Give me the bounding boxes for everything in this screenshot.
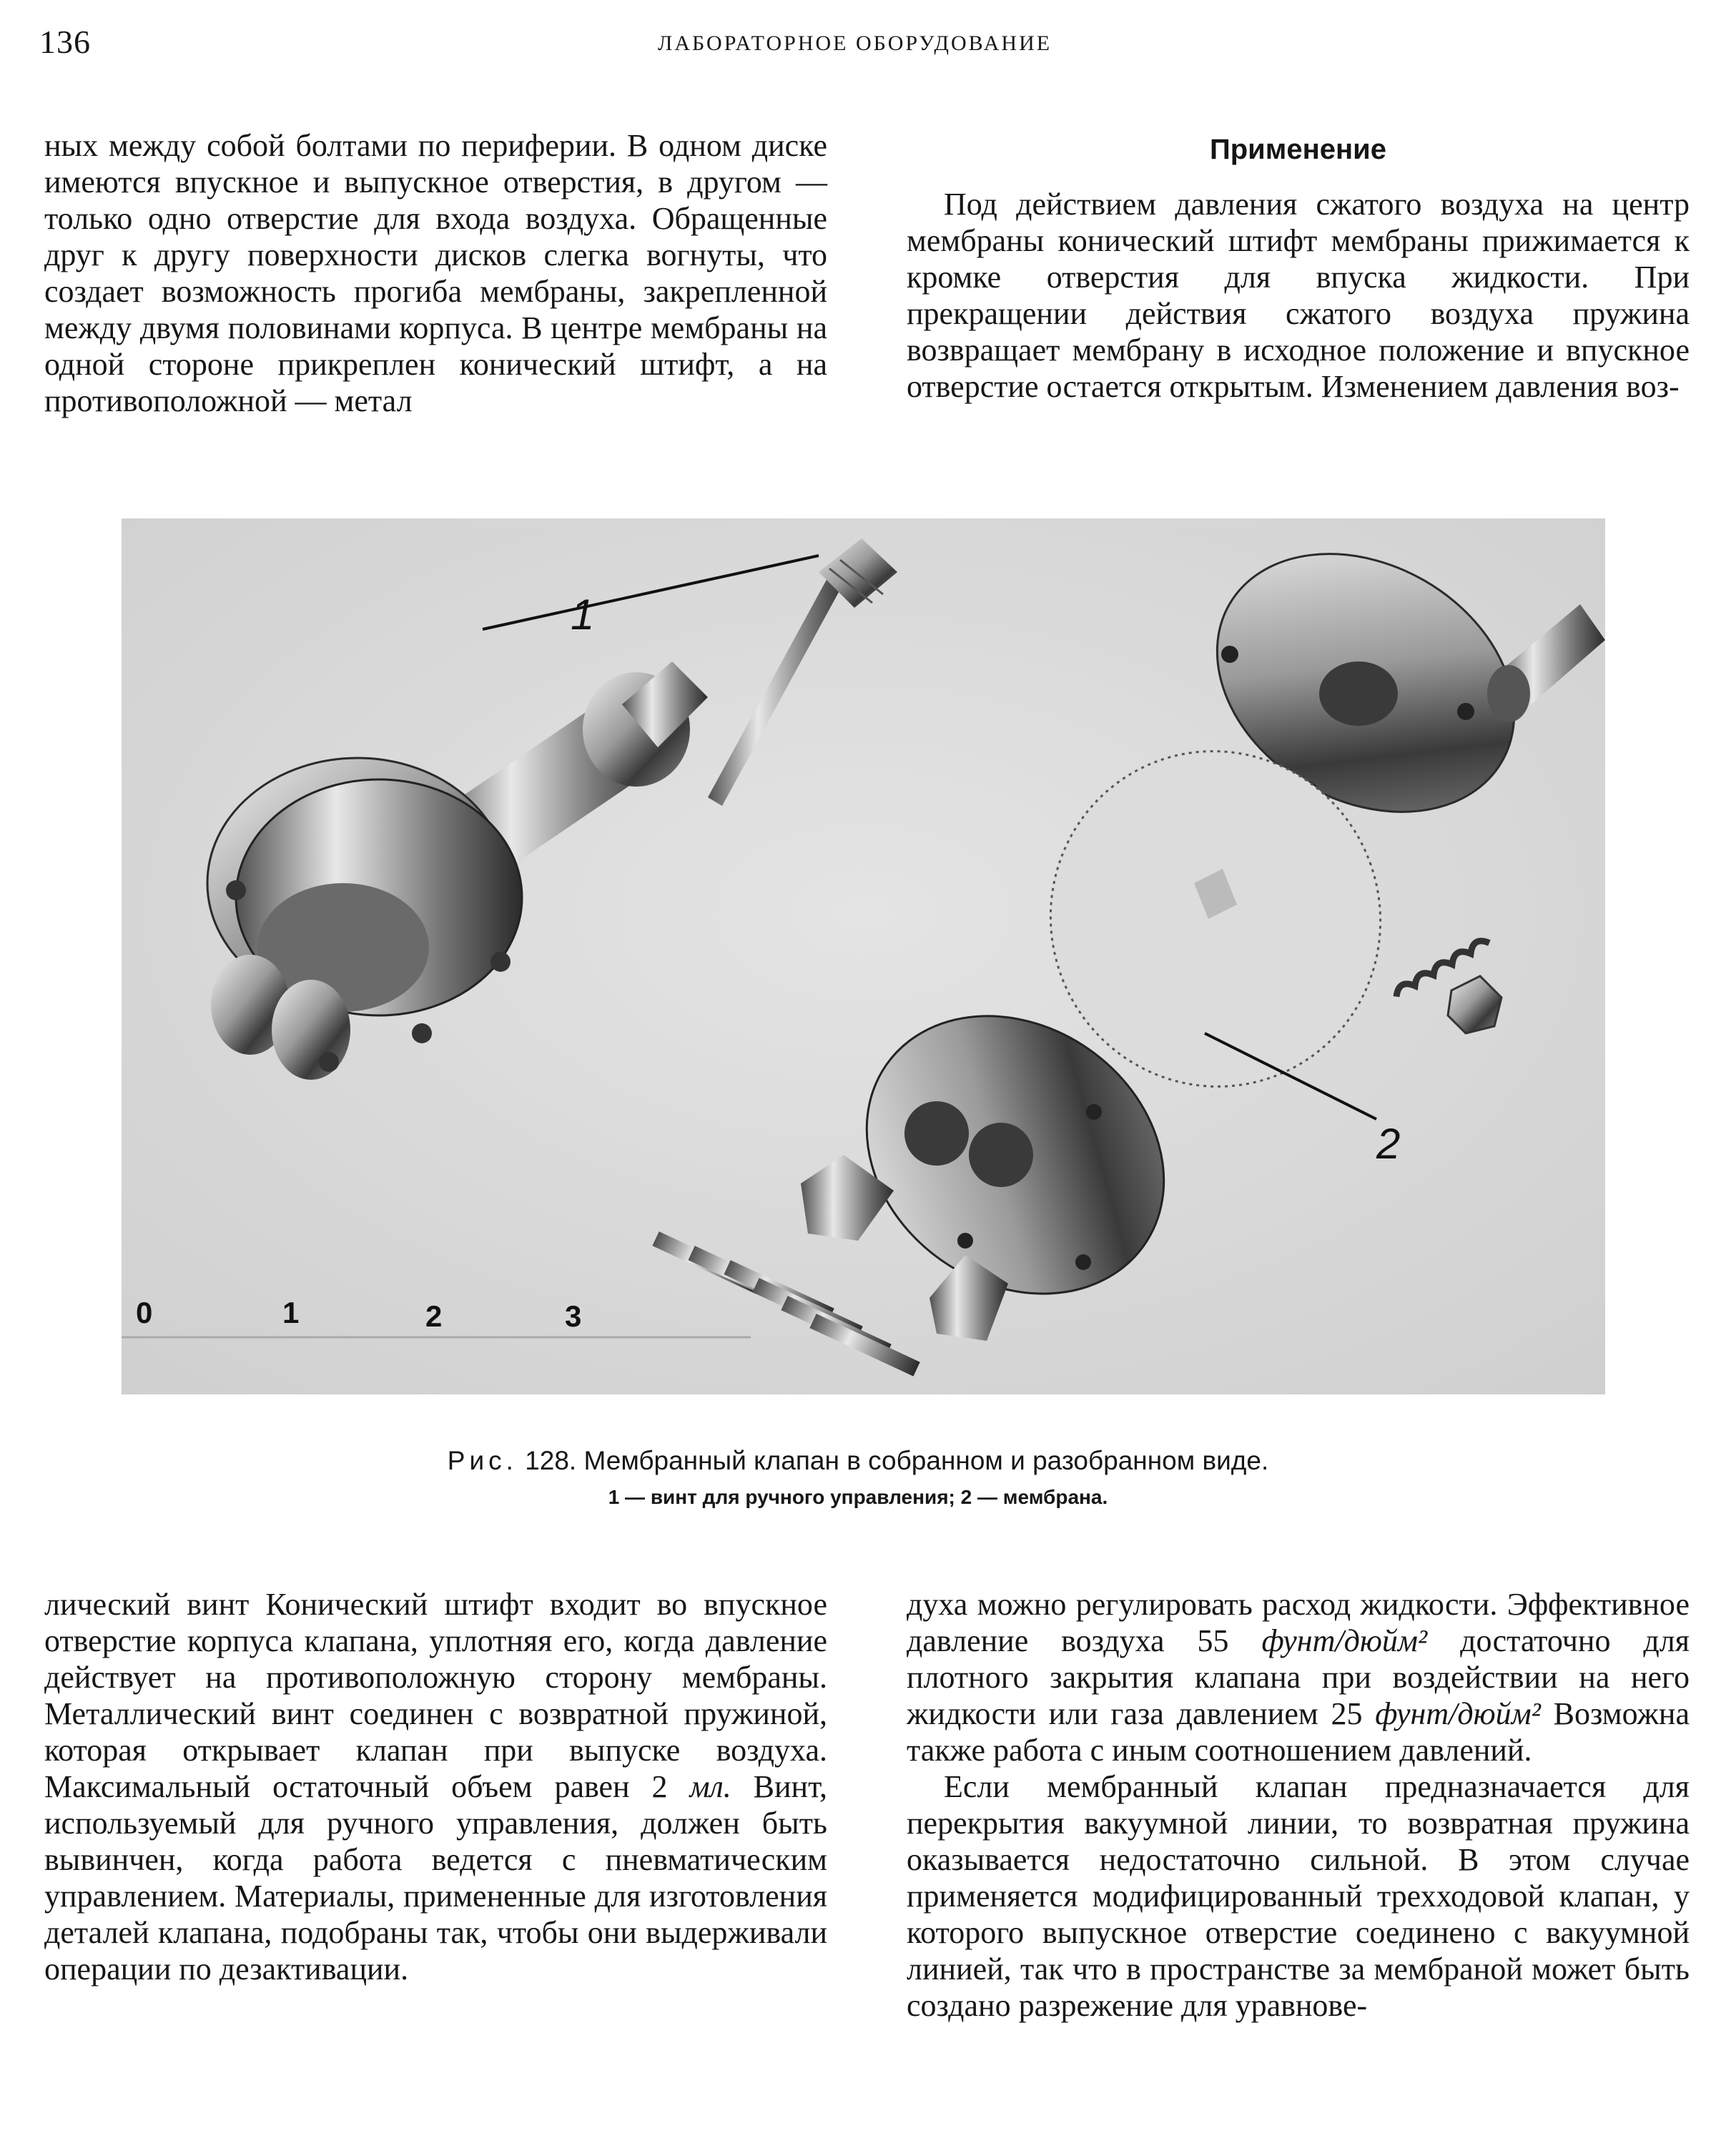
scale-1: 1 <box>282 1296 300 1329</box>
scale-0: 0 <box>136 1296 153 1329</box>
body-paragraph: духа можно регулировать расход жидкости. Эффективное давление воздуха 55 фунт/дюйм² достаточно для плотного закрытия клапана при воздействии на него жидкости или газа давлением 25 фунт/дюйм² Возможна также работа с иным соотношением давлений. <box>907 1587 1690 1768</box>
scale-2: 2 <box>425 1299 443 1333</box>
body-paragraph: Если мембранный клапан предназначается для перекрытия вакуумной линии, то возвратная пружина оказывается недостаточно сильной. В этом случае применяется модифицированный трехходовой клапан, у которого выпускное отверстие соединено с вакуумной линией, так что в пространстве за мембраной может быть создано разрежение для уравнове- <box>907 1769 1690 2023</box>
left-column-top <box>44 127 827 419</box>
page-number: 136 <box>39 24 91 60</box>
running-title: ЛАБОРАТОРНОЕ ОБОРУДОВАНИЕ <box>658 31 1052 55</box>
label-1: 1 <box>571 591 595 639</box>
caption-title: Мембранный клапан в собранном и разобранном виде. <box>583 1446 1269 1475</box>
right-column-bottom <box>907 1586 1690 2024</box>
caption-number: 128. <box>525 1446 577 1475</box>
body-paragraph: Под действием давления сжатого воздуха на центр мембраны конический штифт мембраны прижимается к кромке отверстия для впуска жидкости. При прекращении действия сжатого воздуха пружина возвращает мембрану в исходное положение и впускное отверстие остается открытым. Изменением давления воз- <box>907 187 1690 404</box>
figure-caption <box>0 1446 1716 1476</box>
valve-photo-illustration <box>122 518 1605 1394</box>
caption-label: Рис. <box>447 1446 518 1475</box>
body-paragraph: лический винт Конический штифт входит во впускное отверстие корпуса клапана, уплотняя его, когда давление действует на противоположную сторону мембраны. Металлический винт соединен с возвратной пружиной, которая открывает клапан при выпуске воздуха. Максимальный остаточный объем равен 2 мл. Винт, используемый для ручного управления, должен быть вывинчен, когда работа ведется с пневматическим управлением. Материалы, примененные для изготовления деталей клапана, подобраны так, чтобы они выдерживали операции по дезактивации. <box>44 1587 827 1987</box>
figure-legend: 1 — винт для ручного управления; 2 — мембрана. <box>608 1486 1108 1508</box>
right-column-top <box>907 127 1690 405</box>
figure-photo <box>122 518 1605 1394</box>
body-paragraph: ных между собой болтами по периферии. В одном диске имеются впускное и выпускное отверстия, в другом — только одно отверстие для входа воздуха. Обращенные друг к другу поверхности дисков слегка вогнуты, что создает возможность прогиба мембраны, закрепленной между двумя половинами корпуса. В центре мембраны на одной стороне прикреплен конический штифт, а на противоположной — метал <box>44 128 827 418</box>
section-heading: Применение <box>1209 134 1386 165</box>
left-column-bottom <box>44 1586 827 1987</box>
label-2: 2 <box>1376 1120 1401 1168</box>
scale-3: 3 <box>565 1299 582 1333</box>
